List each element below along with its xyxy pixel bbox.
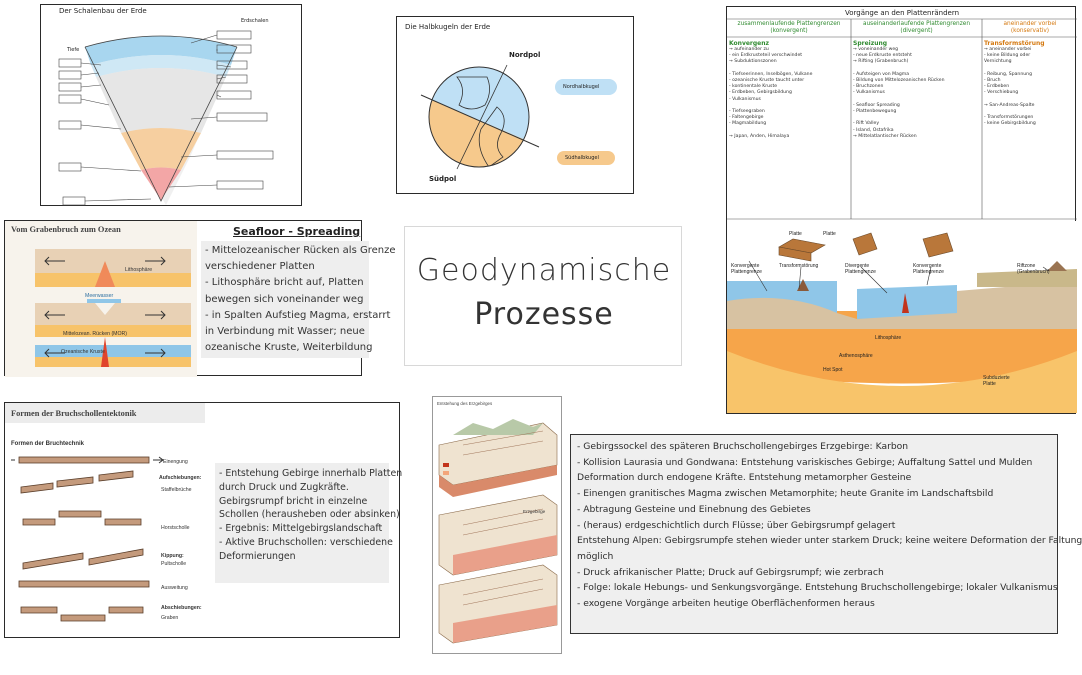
earth-layers-depth-label: Tiefe (67, 47, 80, 53)
diagram-transform-label: Transformstörung (779, 263, 819, 269)
seafloor-line: ozeanische Kruste, Weiterbildung (205, 342, 373, 354)
earth-layers-diagram (41, 5, 303, 207)
plate-col-line: - keine Bildung oder (984, 53, 1031, 59)
note-line: möglich (577, 550, 614, 562)
note-line: Entstehung Alpen: Gebirgsrumpfe stehen wieder unter starkem Druck; keine weitere Deformation der Faltung (577, 535, 1082, 547)
north-half-label: Nordhalbkugel (563, 84, 600, 90)
fault-block-title: Formen der Bruchschollentektonik (5, 403, 205, 423)
fault-note-line: Schollen (herausheben oder absinken) (219, 509, 400, 521)
plate-col-subtitle: Transformstörung (984, 40, 1045, 47)
earth-layers-right-heading: Erdschalen (241, 18, 269, 24)
erzgebirge-card (432, 396, 562, 654)
earth-layers-card (40, 4, 302, 206)
globe-diagram (397, 17, 635, 195)
title-line-1: Geodynamische (416, 253, 672, 288)
plate-col-line: - ozeanische Kruste taucht unter (729, 78, 805, 84)
seafloor-title: Seafloor - Spreading (233, 225, 361, 238)
note-line: Deformation durch endogene Kräfte. Entstehung metamorpher Gesteine (577, 472, 912, 484)
erzgebirge-label: Erzgebirge (523, 509, 546, 514)
plate-col-line: - Bruchzonen (853, 84, 884, 90)
fault-label: Horstscholle (161, 525, 190, 531)
graben-lithosphere-label: Lithosphäre (125, 267, 153, 273)
fault-label: Aufschiebungen: (159, 475, 202, 481)
diagram-rift-label: Riftzone (Grabenbruch) (1017, 263, 1050, 275)
note-line: - Folge: lokale Hebungs- und Senkungsvorgänge. Entstehung Bruchschollengebirge; lokaler Vulkanismus (577, 582, 1058, 594)
plate-col-line: - Transformstörungen (984, 115, 1034, 121)
seafloor-line: - in Spalten Aufstieg Magma, erstarrt (205, 309, 391, 321)
graben-sea-label: Meerwasser (85, 293, 114, 299)
title-card (404, 226, 682, 366)
notes-list (577, 439, 1082, 612)
plate-col-line: → Rifting (Grabenbruch) (853, 59, 909, 65)
plate-column-1 (729, 21, 849, 140)
plate-col-line: - Verschiebung (984, 90, 1019, 96)
plate-col-title: zusammenlaufende Plattengrenzen (konvergent) (737, 21, 841, 34)
plate-col-line: - Reibung, Spannung (984, 71, 1032, 77)
seafloor-notes (201, 241, 396, 358)
plate-col-line: - Bildung von Mittelozeanischen Rücken (853, 78, 945, 84)
plate-col-line: - Erdbeben, Gebirgsbildung (729, 90, 792, 96)
fault-label: Kippung: (161, 553, 184, 559)
note-line: - Gebirgssockel des späteren Bruchschollengebirges Erzgebirge: Karbon (577, 441, 909, 452)
diagram-asthenosphere-label: Asthenosphäre (839, 353, 873, 359)
plate-column-3 (984, 21, 1076, 128)
hemispheres-title: Die Halbkugeln der Erde (405, 23, 491, 31)
notes-card (570, 434, 1082, 634)
fault-note-line: - Entstehung Gebirge innerhalb Platten (219, 468, 403, 479)
plate-col-line: - Vulkanismus (853, 90, 885, 96)
diagram-plate-label: Platte (823, 231, 836, 237)
fault-note-line: - Ergebnis: Mittelgebirgslandschaft (219, 523, 383, 535)
south-half-label: Südhalbkugel (565, 155, 599, 161)
erzgebirge-diagram (433, 405, 563, 655)
note-line: - Druck afrikanischer Platte; Druck auf Gebirgsrumpf; wie zerbrach (577, 566, 884, 578)
plate-col-line: → Subduktionszonen (729, 59, 777, 65)
diagram-convergent2-label: Konvergente Plattengrenze (913, 263, 944, 275)
seafloor-line: - Lithosphäre bricht auf, Platten (205, 277, 364, 289)
plate-col-line: - ein Erdkrusteteil verschwindet (729, 53, 803, 59)
plate-boundaries-card (726, 6, 1076, 414)
plate-col-line: - Vulkanismus (729, 96, 761, 102)
plate-col-subtitle2: → aneinander vorbei (984, 47, 1032, 52)
diagram-subducted-label: Subduzierte Platte (983, 375, 1010, 387)
seafloor-line: - Mittelozeanischer Rücken als Grenze (205, 245, 396, 256)
fault-label: Staffelbrüche (161, 487, 192, 493)
plate-col-title: auseinanderlaufende Plattengrenzen (divergent) (862, 21, 971, 34)
erzgebirge-title: Entstehung des Erzgebirges (437, 401, 493, 406)
fault-note-line: Gebirgsrumpf bricht in einzelne (219, 495, 368, 507)
note-line: - Einengen granitisches Magma zwischen Metamorphite; heute Granite im Landschaftsbild (577, 488, 994, 500)
graben-crust-label: Ozeanische Kruste (61, 349, 105, 355)
title-line-2: Prozesse (474, 297, 614, 332)
hemispheres-card (396, 16, 634, 194)
fault-label: Einengung (163, 459, 188, 465)
plate-col-line: - Magmabildung (729, 121, 767, 127)
graben-ridge-label: Mittelozean. Rücken (MOR) (63, 331, 127, 337)
note-line: - Abtragung Gesteine und Einebnung des Gebietes (577, 503, 811, 515)
plate-col-line: - neue Erdkruste entsteht (853, 53, 912, 59)
seafloor-line: in Verbindung mit Wasser; neue (205, 326, 365, 338)
fault-label: Ausweitung (161, 585, 188, 591)
fault-block-subtitle: Formen der Bruchtechnik (11, 441, 85, 447)
diagram-convergent-label: Konvergente Plattengrenze (731, 263, 762, 275)
diagram-lithosphere-label: Lithosphäre (875, 335, 902, 341)
plate-col-line: Vernichtung (984, 59, 1012, 65)
plate-col-line: → Japan, Anden, Himalaya (729, 133, 790, 139)
plate-col-subtitle2: → aufeinander zu (729, 47, 769, 52)
plate-col-line: - kontinentale Kruste (729, 84, 778, 90)
diagram-divergent-label: Divergente Plattengrenze (845, 263, 876, 275)
diagram-plate-label: Platte (789, 231, 802, 237)
fault-note-line: - Aktive Bruchschollen: verschiedene (219, 536, 393, 548)
diagram-hotspot-label: Hot Spot (823, 367, 843, 373)
fault-note-line: Deformierungen (219, 550, 296, 562)
plate-col-line: → San-Andreas-Spalte (984, 102, 1035, 108)
fault-label: Pultscholle (161, 561, 187, 567)
seafloor-line: verschiedener Platten (205, 261, 315, 273)
plate-column-2 (853, 21, 980, 140)
fault-label: Abschiebungen: (161, 605, 202, 611)
graben-title: Vom Grabenbruch zum Ozean (11, 225, 121, 234)
fault-label: Graben (161, 615, 179, 621)
earth-layers-title: Der Schalenbau der Erde (59, 7, 147, 15)
plate-boundaries-title: Vorgänge an den Plattenrändern (844, 9, 960, 17)
plate-tectonics-diagram (727, 221, 1077, 413)
note-line: - (heraus) erdgeschichtlich durch Flüsse; über Gebirgsrumpf gelagert (577, 519, 896, 531)
plate-col-subtitle2: → voneinander weg (853, 47, 899, 52)
plate-col-line: - Tiefseegraben (729, 109, 765, 115)
fault-note-line: durch Druck und Zugkräfte. (219, 481, 349, 493)
north-pole-label: Nordpol (509, 51, 541, 59)
plate-col-subtitle: Spreizung (853, 40, 888, 47)
note-line: - Kollision Laurasia und Gondwana: Entstehung variskisches Gebirge; Auffaltung Sattel und Mulden (577, 456, 1033, 468)
plate-col-line: - Rift Valley (853, 121, 880, 127)
plate-col-line: - Aufsteigen von Magma (853, 71, 910, 77)
plate-col-line: - Erdbeben (984, 84, 1010, 90)
plate-col-line: - Bruch (984, 78, 1001, 84)
graben-figure (5, 221, 197, 377)
plate-col-line: - keine Gebirgsbildung (984, 121, 1036, 127)
fault-block-card (4, 402, 403, 638)
plate-col-subtitle: Konvergenz (729, 40, 770, 47)
plate-col-line: → Mittelatlantischer Rücken (853, 133, 917, 139)
plate-col-line: - Plattenbewegung (853, 109, 897, 115)
plate-col-line: - Faltengebirge (729, 115, 764, 121)
seafloor-line: bewegen sich voneinander weg (205, 293, 364, 305)
plate-col-line: - Tiefseerinnen, Inselbögen, Vulkane (729, 71, 813, 77)
note-line: - exogene Vorgänge arbeiten heutige Oberflächenformen heraus (577, 598, 875, 610)
south-pole-label: Südpol (429, 175, 457, 183)
plate-col-line: - Seafloor Spreading (853, 102, 900, 108)
fault-block-diagram (13, 449, 163, 639)
plate-col-title: aneinander vorbei (konservativ) (1003, 21, 1057, 34)
graben-card (4, 220, 396, 376)
fault-block-notes (215, 463, 403, 583)
plate-col-line: - Island, Ostafrika (853, 127, 894, 133)
